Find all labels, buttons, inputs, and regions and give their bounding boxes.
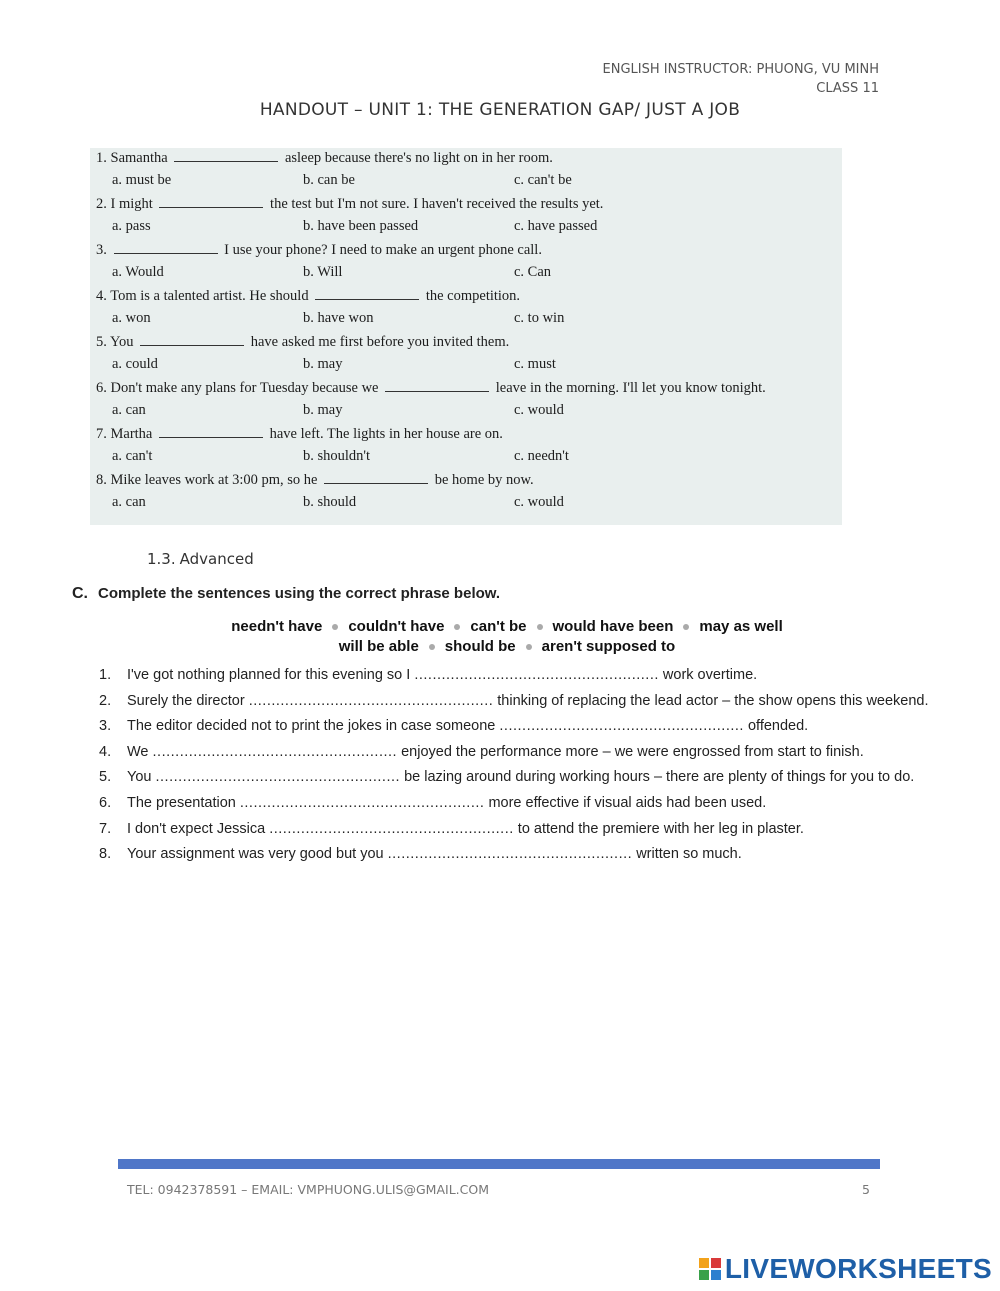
sentence-text-start: The presentation <box>127 795 236 811</box>
option-a[interactable]: a. could <box>112 356 158 372</box>
exercise-c-heading <box>72 585 500 603</box>
exercise-a-scan <box>90 148 842 525</box>
answer-blank[interactable]: ...................................................... <box>387 846 633 863</box>
bullet-icon <box>537 624 543 630</box>
question-text-start: I might <box>110 196 153 212</box>
question-4 <box>96 287 520 305</box>
question-text-end: have left. The lights in her house are on. <box>269 426 503 442</box>
sentence-number: 4. <box>99 743 112 760</box>
answer-blank[interactable] <box>385 379 489 392</box>
phrase-option: needn't have <box>231 618 323 635</box>
question-number: 1. <box>96 150 107 166</box>
question-number: 4. <box>96 288 107 304</box>
question-text-start: Samantha <box>110 150 168 166</box>
sentence-8 <box>99 846 742 862</box>
sentence-number: 3. <box>99 718 112 735</box>
page-title: HANDOUT – UNIT 1: THE GENERATION GAP/ JUST A JOB <box>259 100 741 120</box>
sentence-text-end: enjoyed the performance more – we were engrossed from start to finish. <box>401 743 864 760</box>
option-c[interactable]: c. needn't <box>514 448 569 464</box>
option-b[interactable]: b. should <box>303 494 357 510</box>
sentence-6 <box>99 795 766 811</box>
option-a[interactable]: a. pass <box>112 218 151 234</box>
option-c[interactable]: c. must <box>514 356 556 372</box>
bullet-icon <box>332 624 338 630</box>
bullet-icon <box>454 624 460 630</box>
sentence-text-start: You <box>127 769 152 786</box>
phrase-option: couldn't have <box>348 618 445 635</box>
sentence-text-start: Surely the director <box>127 692 245 709</box>
answer-blank[interactable] <box>114 241 218 254</box>
option-b[interactable]: b. have won <box>303 310 374 326</box>
option-b[interactable]: b. may <box>303 356 343 372</box>
question-text-end: the competition. <box>425 288 521 304</box>
question-text-start: Don't make any plans for Tuesday because we <box>110 380 379 396</box>
logo-text: LIVEWORKSHEETS <box>724 1253 992 1284</box>
phrase-option: may as well <box>699 618 783 635</box>
sentence-number: 2. <box>99 692 112 709</box>
question-text-end: I use your phone? I need to make an urgent phone call. <box>224 242 542 258</box>
answer-blank[interactable] <box>159 195 263 208</box>
option-a[interactable]: a. must be <box>112 172 172 188</box>
question-8 <box>96 471 534 489</box>
question-6 <box>96 379 766 397</box>
question-text-start: Mike leaves work at 3:00 pm, so he <box>110 472 318 488</box>
sentence-3 <box>99 718 808 734</box>
question-3 <box>96 241 542 259</box>
question-text-end: leave in the morning. I'll let you know tonight. <box>495 380 766 396</box>
answer-blank[interactable]: ...................................................... <box>239 795 485 811</box>
phrase-option: can't be <box>470 618 527 635</box>
phrase-option: will be able <box>338 638 419 655</box>
footer-contact: TEL: 0942378591 – EMAIL: VMPHUONG.ULIS@GMAIL.COM <box>127 1182 489 1197</box>
option-a[interactable]: a. Would <box>112 264 164 280</box>
phrase-option: should be <box>444 638 516 655</box>
option-c[interactable]: c. would <box>514 402 564 418</box>
question-number: 5. <box>96 334 107 350</box>
answer-blank[interactable]: ...................................................... <box>152 743 398 760</box>
question-text-end: have asked me first before you invited them. <box>250 334 510 350</box>
question-text-start: Tom is a talented artist. He should <box>110 288 309 304</box>
sentence-5 <box>99 769 914 785</box>
sentence-text-start: Your assignment was very good but you <box>127 846 384 863</box>
sentence-number: 7. <box>99 820 112 837</box>
sentence-number: 5. <box>99 769 112 786</box>
option-c[interactable]: c. to win <box>514 310 565 326</box>
bullet-icon <box>683 624 689 630</box>
sentence-text-end: more effective if visual aids had been used. <box>488 795 767 811</box>
option-a[interactable]: a. won <box>112 310 151 326</box>
instructor-name: ENGLISH INSTRUCTOR: PHUONG, VU MINH <box>602 62 879 77</box>
option-a[interactable]: a. can't <box>112 448 153 464</box>
exercise-c-letter: C. <box>72 585 88 602</box>
logo-mark-icon <box>699 1258 721 1280</box>
answer-blank[interactable]: ...................................................... <box>155 769 401 786</box>
phrase-option: would have been <box>552 618 674 635</box>
phrase-option: aren't supposed to <box>541 638 676 655</box>
answer-blank[interactable]: ...................................................... <box>269 820 514 837</box>
question-number: 3. <box>96 242 107 258</box>
question-number: 8. <box>96 472 107 488</box>
sentence-2 <box>99 693 929 709</box>
answer-blank[interactable]: ...................................................... <box>248 692 494 709</box>
sentence-text-start: I've got nothing planned for this evening so I <box>127 667 411 683</box>
answer-blank[interactable]: ...................................................... <box>499 718 744 735</box>
answer-blank[interactable] <box>159 425 263 438</box>
phrase-bank-row-1 <box>7 618 1000 635</box>
section-label: Advanced <box>179 550 254 568</box>
question-text-end: be home by now. <box>434 472 534 488</box>
question-number: 2. <box>96 196 107 212</box>
class-label: CLASS 11 <box>816 81 879 96</box>
question-5 <box>96 333 509 351</box>
question-text-start: Martha <box>110 426 153 442</box>
question-number: 7. <box>96 426 107 442</box>
question-number: 6. <box>96 380 107 396</box>
sentence-text-end: work overtime. <box>662 667 758 683</box>
option-a[interactable]: a. can <box>112 494 146 510</box>
option-b[interactable]: b. shouldn't <box>303 448 371 464</box>
page-number: 5 <box>862 1182 870 1197</box>
question-text-end: the test but I'm not sure. I haven't received the results yet. <box>270 196 604 212</box>
option-a[interactable]: a. can <box>112 402 146 418</box>
sentence-4 <box>99 744 864 760</box>
sentence-text-end: thinking of replacing the lead actor – the show opens this weekend. <box>497 692 929 709</box>
section-heading <box>147 550 254 568</box>
sentence-text-start: I don't expect Jessica <box>127 820 266 837</box>
header-info <box>603 60 879 98</box>
liveworksheets-logo <box>699 1253 992 1285</box>
sentence-text-end: to attend the premiere with her leg in plaster. <box>517 820 804 837</box>
sentence-7 <box>99 821 804 837</box>
question-text-start: You <box>109 334 134 350</box>
question-text-end: asleep because there's no light on in her room. <box>284 150 553 166</box>
answer-blank[interactable] <box>324 471 428 484</box>
answer-blank[interactable] <box>140 333 244 346</box>
bullet-icon <box>429 644 435 650</box>
option-c[interactable]: c. would <box>514 494 564 510</box>
answer-blank[interactable] <box>174 149 278 162</box>
option-c[interactable]: c. Can <box>514 264 552 280</box>
option-c[interactable]: c. can't be <box>514 172 572 188</box>
question-7 <box>96 425 503 443</box>
sentence-text-end: offended. <box>747 718 809 735</box>
bullet-icon <box>526 644 532 650</box>
option-c[interactable]: c. have passed <box>514 218 598 234</box>
sentence-1 <box>99 667 757 683</box>
answer-blank[interactable]: ...................................................... <box>414 667 659 683</box>
question-1 <box>96 149 553 167</box>
sentence-text-end: be lazing around during working hours – there are plenty of things for you to do. <box>404 769 915 786</box>
sentence-number: 1. <box>99 667 112 683</box>
question-2 <box>96 195 603 213</box>
option-b[interactable]: b. have been passed <box>303 218 419 234</box>
sentence-text-start: The editor decided not to print the jokes in case someone <box>127 718 496 735</box>
sentence-text-start: We <box>127 743 149 760</box>
option-b[interactable]: b. may <box>303 402 343 418</box>
section-number: 1.3. <box>147 550 176 568</box>
sentence-number: 6. <box>99 795 112 811</box>
phrase-bank-row-2 <box>7 638 1000 655</box>
option-b[interactable]: b. Will <box>303 264 343 280</box>
sentence-text-end: written so much. <box>636 846 742 863</box>
answer-blank[interactable] <box>315 287 419 300</box>
option-b[interactable]: b. can be <box>303 172 355 188</box>
sentence-number: 8. <box>99 846 112 863</box>
exercise-c-instruction: Complete the sentences using the correct phrase below. <box>98 585 501 602</box>
footer-divider <box>118 1159 880 1169</box>
